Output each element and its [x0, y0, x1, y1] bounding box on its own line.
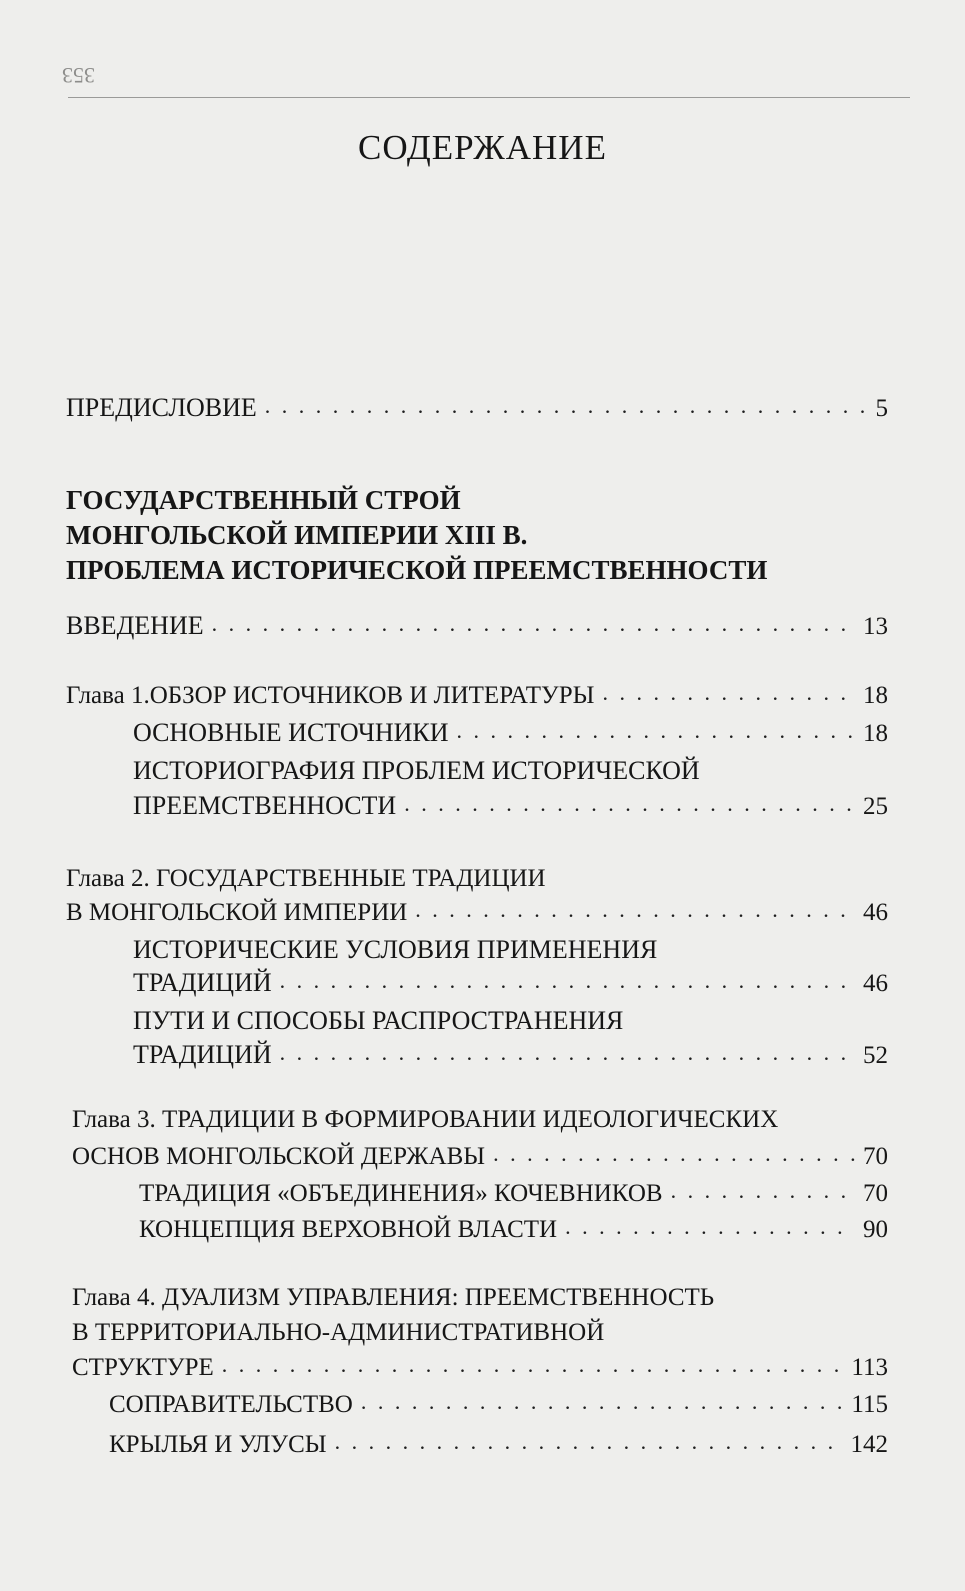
toc-leader-dots — [671, 1180, 855, 1202]
toc-leader-dots — [415, 899, 855, 921]
header-rule — [68, 97, 910, 98]
toc-entry-section[interactable] — [109, 1431, 888, 1457]
toc-entry-label[interactable]: Глава 3. ТРАДИЦИИ В ФОРМИРОВАНИИ ИДЕОЛОГИЧЕСКИХ — [72, 1106, 779, 1133]
toc-leader-dots — [602, 682, 855, 704]
toc-entry-page: 46 — [863, 899, 888, 926]
toc-entry-label: ТРАДИЦИЙ — [133, 1040, 272, 1069]
toc-entry-label: ВВЕДЕНИЕ — [66, 611, 204, 640]
toc-entry-page: 5 — [875, 395, 888, 422]
toc-entry-page: 90 — [863, 1216, 888, 1243]
toc-leader-dots — [335, 1431, 843, 1453]
toc-leader-dots — [565, 1216, 855, 1238]
toc-leader-dots — [212, 613, 855, 635]
toc-leader-dots — [493, 1143, 855, 1165]
toc-entry-page: 142 — [850, 1431, 888, 1458]
toc-entry-label: ПРЕДИСЛОВИЕ — [66, 393, 257, 422]
toc-entry-intro[interactable] — [66, 613, 888, 639]
toc-entry-page: 18 — [863, 682, 888, 709]
toc-entry-label: ПРЕЕМСТВЕННОСТИ — [133, 791, 397, 820]
toc-entry-label: ТРАДИЦИЙ — [133, 968, 272, 997]
toc-entry-label[interactable]: ПУТИ И СПОСОБЫ РАСПРОСТРАНЕНИЯ — [133, 1006, 624, 1035]
toc-entry-page: 52 — [863, 1042, 888, 1069]
toc-entry-page: 46 — [863, 970, 888, 997]
toc-entry-label[interactable]: В ТЕРРИТОРИАЛЬНО-АДМИНИСТРАТИВНОЙ — [72, 1319, 605, 1346]
toc-entry-label: СТРУКТУРЕ — [72, 1354, 214, 1381]
toc-entry-label[interactable]: ИСТОРИЧЕСКИЕ УСЛОВИЯ ПРИМЕНЕНИЯ — [133, 935, 658, 964]
toc-entry-label: В МОНГОЛЬСКОЙ ИМПЕРИИ — [66, 899, 408, 926]
toc-entry-label[interactable]: Глава 2. ГОСУДАРСТВЕННЫЕ ТРАДИЦИИ — [66, 865, 546, 892]
toc-entry-label: ОСНОВНЫЕ ИСТОЧНИКИ — [133, 718, 449, 747]
toc-entry-page: 25 — [863, 793, 888, 820]
toc-entry-label: ОСНОВ МОНГОЛЬСКОЙ ДЕРЖАВЫ — [72, 1143, 486, 1170]
toc-leader-dots — [222, 1354, 844, 1376]
toc-entry-label: ТРАДИЦИЯ «ОБЪЕДИНЕНИЯ» КОЧЕВНИКОВ — [139, 1180, 663, 1207]
toc-leader-dots — [280, 970, 855, 992]
page-title: СОДЕРЖАНИЕ — [358, 128, 607, 167]
toc-entry-label[interactable]: ИСТОРИОГРАФИЯ ПРОБЛЕМ ИСТОРИЧЕСКОЙ — [133, 756, 700, 785]
toc-entry-label: КРЫЛЬЯ И УЛУСЫ — [109, 1431, 327, 1458]
toc-entry-label: СОПРАВИТЕЛЬСТВО — [109, 1391, 353, 1418]
toc-entry-chapter-3[interactable] — [72, 1143, 888, 1169]
toc-leader-dots — [404, 793, 855, 815]
toc-entry-chapter-1[interactable] — [66, 682, 888, 708]
part-heading-line: МОНГОЛЬСКОЙ ИМПЕРИИ XIII В. — [66, 520, 528, 550]
toc-entry-section[interactable] — [133, 970, 888, 996]
toc-leader-dots — [361, 1391, 844, 1413]
toc-entry-label: КОНЦЕПЦИЯ ВЕРХОВНОЙ ВЛАСТИ — [139, 1216, 558, 1243]
toc-entry-page: 18 — [863, 720, 888, 747]
toc-entry-section[interactable] — [133, 793, 888, 819]
toc-entry-section[interactable] — [133, 1042, 888, 1068]
toc-entry-page: 70 — [863, 1143, 888, 1170]
part-heading-line: ГОСУДАРСТВЕННЫЙ СТРОЙ — [66, 485, 461, 515]
toc-leader-dots — [265, 395, 868, 417]
toc-entry-label[interactable]: Глава 4. ДУАЛИЗМ УПРАВЛЕНИЯ: ПРЕЕМСТВЕННОСТЬ — [72, 1284, 715, 1311]
toc-leader-dots — [280, 1042, 855, 1064]
toc-entry-section[interactable] — [139, 1180, 888, 1206]
toc-entry-section[interactable] — [133, 720, 888, 746]
toc-entry-chapter-4[interactable] — [72, 1354, 888, 1380]
toc-entry-section[interactable] — [109, 1391, 888, 1417]
toc-entry-chapter-2[interactable] — [66, 899, 888, 925]
toc-entry-label: Глава 1.ОБЗОР ИСТОЧНИКОВ И ЛИТЕРАТУРЫ — [66, 682, 595, 709]
toc-entry-page: 70 — [863, 1180, 888, 1207]
toc-entry-section[interactable] — [139, 1216, 888, 1242]
toc-entry-preface[interactable] — [66, 395, 888, 421]
toc-leader-dots — [457, 720, 855, 742]
toc-entry-page: 115 — [851, 1391, 888, 1418]
part-heading-line: ПРОБЛЕМА ИСТОРИЧЕСКОЙ ПРЕЕМСТВЕННОСТИ — [66, 555, 768, 585]
toc-entry-page: 113 — [851, 1354, 888, 1381]
toc-entry-page: 13 — [863, 613, 888, 640]
page-number: 353 — [62, 63, 95, 88]
